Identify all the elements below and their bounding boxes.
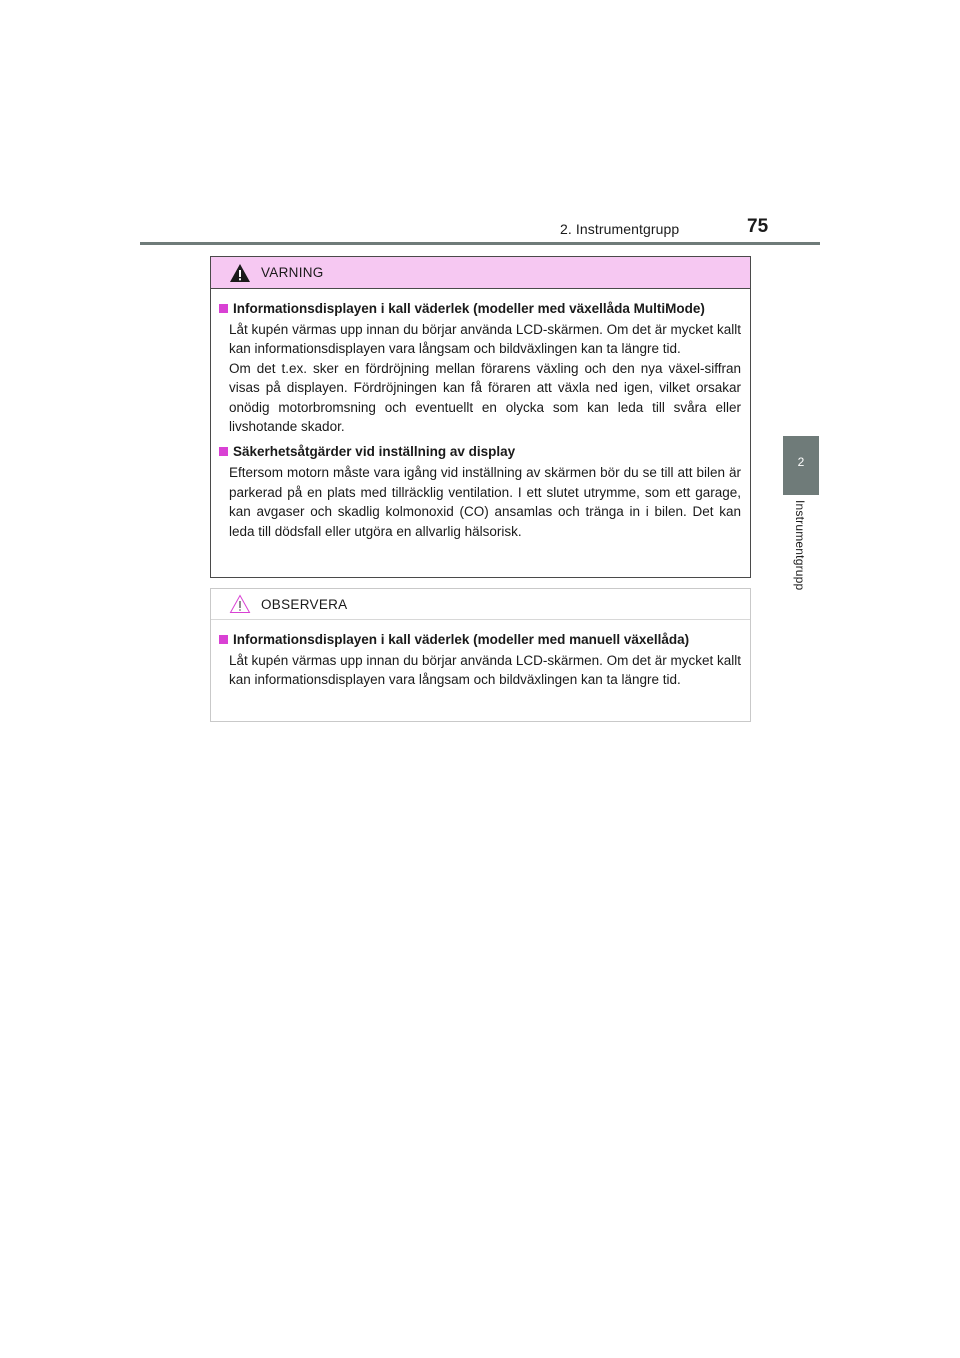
chapter-label: Instrumentgrupp: [793, 500, 807, 591]
notice-title: OBSERVERA: [261, 596, 348, 612]
paragraph: Låt kupén värmas upp innan du börjar använda LCD-skärmen. Om det är mycket kallt kan informationsdisplayen vara långsam och bildväxlingen kan ta längre tid.: [229, 653, 741, 688]
warning-item: [219, 442, 741, 541]
square-bullet-icon: [219, 447, 228, 456]
warning-item-heading: Säkerhetsåtgärder vid inställning av display: [233, 444, 516, 460]
warning-title: VARNING: [261, 265, 324, 280]
notice-item-text: [229, 651, 741, 690]
warning-item-text: [229, 463, 741, 541]
notice-item-heading: Informationsdisplayen i kall väderlek (modeller med manuell växellåda): [233, 632, 690, 647]
warning-triangle-filled-icon: [229, 263, 251, 283]
notice-header: [211, 589, 750, 620]
warning-item-text: [229, 320, 741, 436]
square-bullet-icon: [219, 635, 228, 644]
page-number: 75: [747, 216, 769, 237]
notice-item: [219, 630, 741, 690]
paragraph: Eftersom motorn måste vara igång vid inställning av skärmen bör du se till att bilen är parkerad på en plats med tillräcklig ventilation. I ett slutet utrymme, som ett garage, kan avgaser och skadlig kolmonoxid (CO) ansamlas och tränga in i bilen. Det kan leda till dödsfall eller utgöra en allvarlig hälsorisk.: [229, 465, 741, 539]
warning-box: [210, 256, 751, 578]
warning-item: [219, 299, 741, 436]
header-divider: [140, 242, 820, 245]
chapter-number: 2: [797, 455, 805, 469]
notice-box: [210, 588, 751, 722]
paragraph: Om det t.ex. sker en fördröjning mellan förarens växling och den nya växel-siffran visas på displayen. Fördröjningen kan få föraren att växla ned igen, vilket orsakar onödig motorbromsning och eventuellt en olycka som kan leda till svåra eller livshotande skador.: [229, 360, 741, 435]
warning-header: [211, 257, 750, 289]
chapter-tab: [783, 436, 819, 495]
paragraph: Låt kupén värmas upp innan du börjar använda LCD-skärmen. Om det är mycket kallt kan informationsdisplayen vara långsam och bildväxlingen kan ta längre tid.: [229, 322, 741, 357]
section-title: 2. Instrumentgrupp: [560, 221, 680, 237]
warning-triangle-outline-icon: [229, 594, 251, 614]
warning-item-heading: Informationsdisplayen i kall väderlek (modeller med växellåda MultiMode): [233, 301, 705, 316]
square-bullet-icon: [219, 304, 228, 313]
